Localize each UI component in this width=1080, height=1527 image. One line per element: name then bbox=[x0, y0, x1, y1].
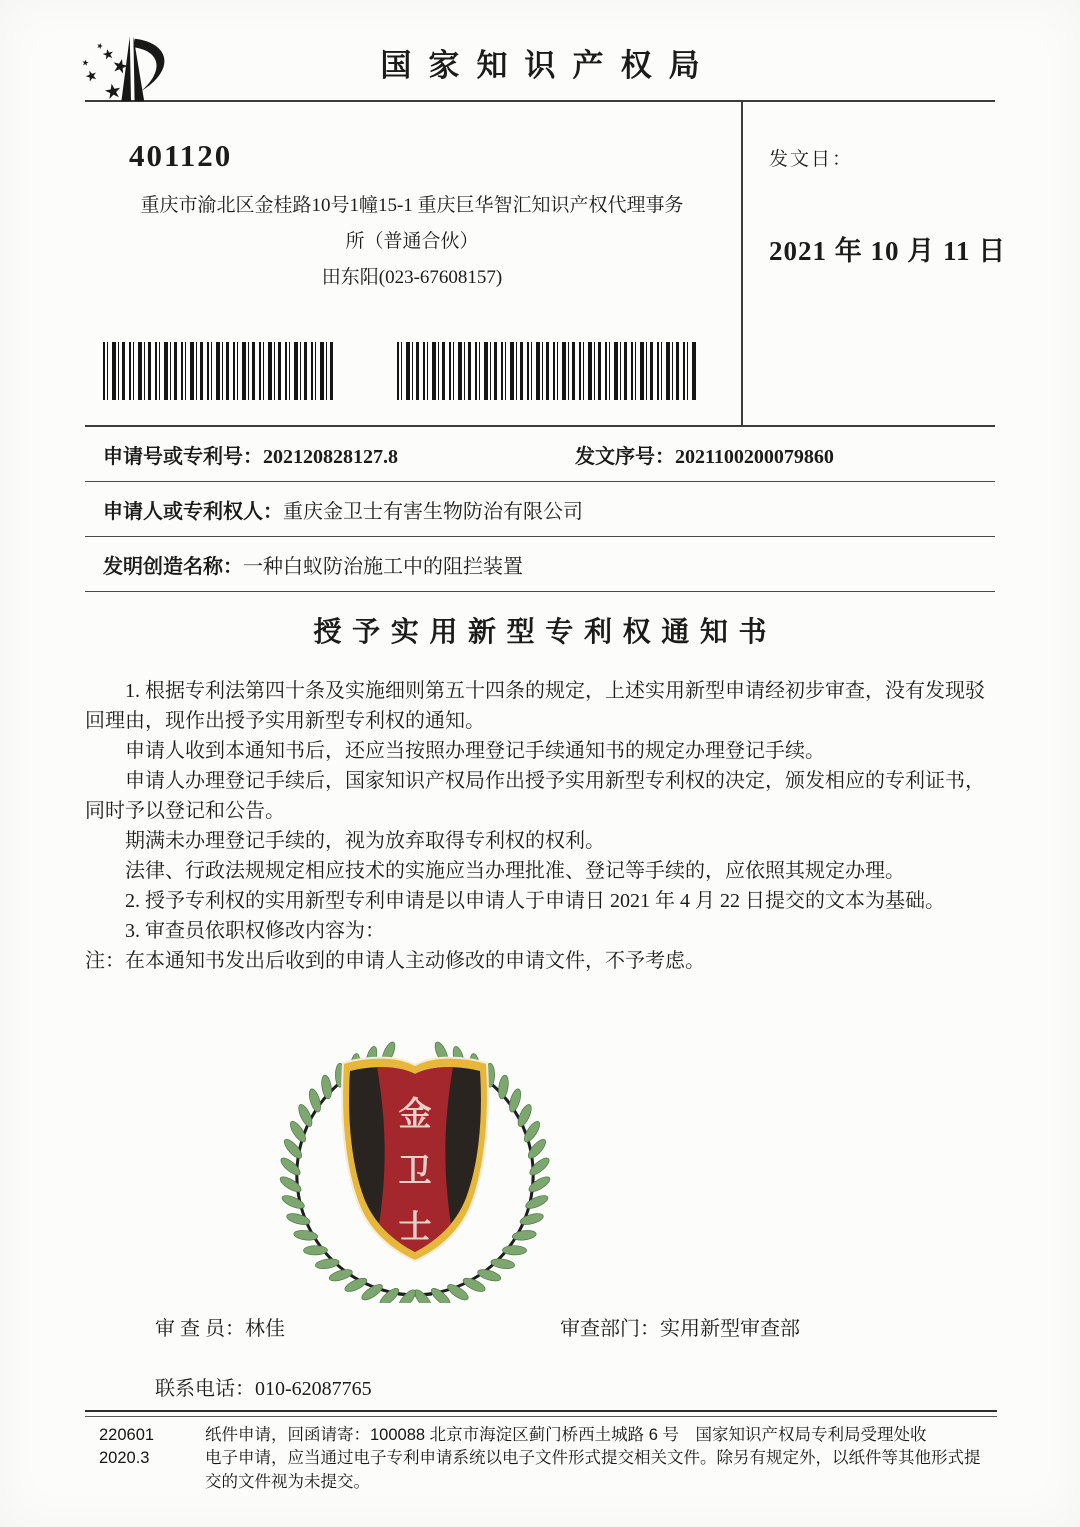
dispatch-date-label: 发文日： bbox=[769, 149, 854, 170]
recipient-address bbox=[85, 188, 739, 296]
applicant-value: 重庆金卫士有害生物防治有限公司 bbox=[283, 500, 583, 523]
paragraph: 2. 授予专利权的实用新型专利申请是以申请人于申请日 2021 年 4 月 22 日提交的文本为基础。 bbox=[125, 890, 945, 912]
paragraph-note: 注：在本通知书发出后收到的申请人主动修改的申请文件，不予考虑。 bbox=[85, 950, 705, 972]
invention-title-row bbox=[85, 537, 995, 592]
barcode-left bbox=[103, 342, 335, 400]
document-header bbox=[85, 0, 995, 102]
dispatch-date-box bbox=[741, 102, 1007, 425]
notice-title: 授予实用新型专利权通知书 bbox=[313, 617, 778, 648]
address-section bbox=[85, 102, 1007, 427]
form-code-1: 220601 bbox=[99, 1426, 155, 1444]
postal-code: 401120 bbox=[129, 138, 233, 173]
contact-phone-row bbox=[155, 1372, 372, 1401]
paragraph: 1. 根据专利法第四十条及实施细则第五十四条的规定，上述实用新型申请经初步审查，没有发现驳回理由，现作出授予实用新型专利权的通知。 bbox=[85, 680, 985, 732]
footer-paper-line: 纸件申请，回函请寄：100088 北京市海淀区蓟门桥西土城路 6 号 国家知识产权局专利局受理处收 bbox=[205, 1426, 927, 1444]
applicant-row bbox=[85, 482, 995, 537]
document-footer bbox=[85, 1424, 1005, 1494]
emblem-char-2: 卫 bbox=[398, 1154, 432, 1190]
paragraph: 法律、行政法规规定相应技术的实施应当办理批准、登记等手续的，应依照其规定办理。 bbox=[125, 860, 905, 882]
application-number-cell bbox=[103, 440, 575, 469]
department-name: 实用新型审查部 bbox=[660, 1318, 800, 1340]
notice-body bbox=[85, 676, 990, 976]
phone-number: 010-62087765 bbox=[255, 1378, 372, 1400]
emblem-char-3: 士 bbox=[398, 1210, 432, 1246]
emblem-char-1: 金 bbox=[398, 1097, 432, 1133]
examiner-label: 审 查 员： bbox=[155, 1318, 245, 1340]
footer-electronic-line: 电子申请，应当通过电子专利申请系统以电子文件形式提交相关文件。除另有规定外，以纸件等其他形式提交的文件视为未提交。 bbox=[205, 1449, 981, 1491]
examiner-name: 林佳 bbox=[245, 1318, 285, 1340]
address-line-2: 所（普通合伙） bbox=[345, 231, 479, 252]
application-number-label: 申请号或专利号： bbox=[103, 445, 263, 468]
barcode-right bbox=[397, 342, 697, 400]
agency-title: 国家知识产权局 bbox=[380, 48, 717, 83]
meta-table bbox=[85, 427, 995, 592]
application-number-row bbox=[85, 427, 995, 482]
paragraph: 申请人收到本通知书后，还应当按照办理登记手续通知书的规定办理登记手续。 bbox=[125, 740, 825, 762]
department-label: 审查部门： bbox=[560, 1318, 660, 1340]
address-line-1: 重庆市渝北区金桂路10号1幢15-1 重庆巨华智汇知识产权代理事务 bbox=[140, 195, 684, 216]
signature-row bbox=[85, 1312, 995, 1341]
applicant-label: 申请人或专利权人： bbox=[103, 500, 283, 523]
serial-number-cell bbox=[575, 440, 834, 469]
invention-title-label: 发明创造名称： bbox=[103, 555, 243, 578]
serial-number-label: 发文序号： bbox=[575, 445, 675, 468]
recipient-block bbox=[85, 102, 739, 425]
company-emblem bbox=[274, 1035, 556, 1303]
serial-number-value: 2021100200079860 bbox=[675, 445, 834, 468]
invention-title-value: 一种白蚁防治施工中的阻拦装置 bbox=[243, 555, 523, 578]
form-code-block bbox=[85, 1424, 205, 1494]
footer-instructions bbox=[205, 1424, 1005, 1494]
dispatch-date-value: 2021 年 10 月 11 日 bbox=[769, 236, 1007, 266]
form-code-2: 2020.3 bbox=[99, 1449, 150, 1468]
paragraph: 申请人办理登记手续后，国家知识产权局作出授予实用新型专利权的决定，颁发相应的专利证书，同时予以登记和公告。 bbox=[85, 770, 985, 822]
barcode-group bbox=[103, 342, 739, 400]
application-number-value: 202120828127.8 bbox=[263, 445, 398, 468]
phone-label: 联系电话： bbox=[155, 1378, 255, 1400]
recipient-contact: 田东阳(023-67608157) bbox=[321, 267, 503, 288]
paragraph: 3. 审查员依职权修改内容为： bbox=[125, 920, 385, 942]
department-cell bbox=[560, 1312, 800, 1341]
footer-divider bbox=[85, 1410, 997, 1417]
paragraph: 期满未办理登记手续的，视为放弃取得专利权的权利。 bbox=[125, 830, 605, 852]
examiner-cell bbox=[155, 1312, 560, 1341]
